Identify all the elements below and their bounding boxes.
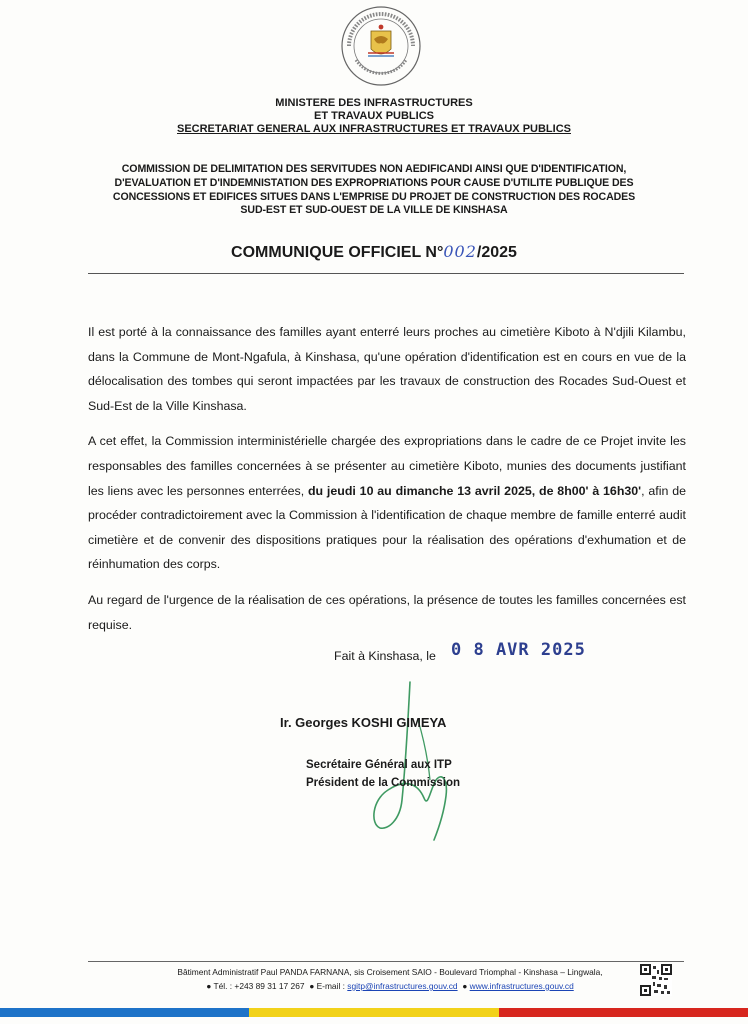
footer <box>130 965 650 993</box>
ministry-line-1: MINISTERE DES INFRASTRUCTURES <box>275 97 473 109</box>
footer-address: Bâtiment Administratif Paul PANDA FARNANA, sis Croisement SAIO - Boulevard Triomphal - Kinshasa – Lingwala, <box>177 967 603 977</box>
footer-website-link[interactable]: www.infrastructures.gouv.cd <box>469 981 574 991</box>
commission-heading <box>60 163 688 218</box>
signatory-role-1: Secrétaire Général aux ITP <box>306 759 452 771</box>
signatory-name: Ir. Georges KOSHI GIMEYA <box>280 715 447 730</box>
paragraph-2-end: , afin de procéder contradictoirement avec la Commission à l'identification de chaque membre de famille enterré audit cimetière et de convenir des dispositions pratiques pour la réalisation des opérations d'exhumation et de réinhumation des corps. <box>88 483 686 572</box>
footer-phone: ● Tél. : +243 89 31 17 267 <box>206 981 305 991</box>
flag-color-bar <box>0 1008 748 1017</box>
signatory-role-2: Président de la Commission <box>306 777 461 789</box>
communique-body <box>88 320 686 648</box>
title-divider <box>88 273 684 274</box>
secretariat-line: SECRETARIAT GENERAL AUX INFRASTRUCTURES ET TRAVAUX PUBLICS <box>177 123 571 135</box>
qr-code-icon <box>640 964 672 996</box>
paragraph-1: Il est porté à la connaissance des familles ayant enterré leurs proches au cimetière Kiboto à N'djili Kilambu, dans la Commune de Mont-Ngafula, à Kinshasa, qu'une opération d'identification est en cours en vue de la délocalisation des tombes qui seront impactées par les travaux de construction des Rocades Sud-Ouest et Sud-Est de la Ville Kinshasa. <box>88 325 686 413</box>
government-seal <box>340 5 422 87</box>
commission-line-3: CONCESSIONS ET EDIFICES SITUES DANS L'EMPRISE DU PROJET DE CONSTRUCTION DES ROCADES <box>112 190 636 203</box>
title-prefix: COMMUNIQUE OFFICIEL N° <box>231 244 444 261</box>
signatory-roles <box>306 756 460 792</box>
commission-line-4: SUD-EST ET SUD-OUEST DE LA VILLE DE KINSHASA <box>240 204 508 217</box>
footer-contacts <box>130 979 650 993</box>
footer-web-bullet: ● <box>462 981 468 991</box>
flag-red-segment <box>499 1008 748 1017</box>
communique-title <box>0 242 748 262</box>
paragraph-3: Au regard de l'urgence de la réalisation de ces opérations, la présence de toutes les familles concernées est requise. <box>88 592 686 632</box>
commission-line-2: D'EVALUATION ET D'INDEMNISTATION DES EXPROPRIATIONS POUR CAUSE D'UTILITE PUBLIQUE DES <box>114 176 634 189</box>
footer-email-label: ● E-mail : <box>309 981 345 991</box>
paragraph-2-dates: du jeudi 10 au dimanche 13 avril 2025, de 8h00' à 16h30' <box>307 483 642 498</box>
paragraph-2-start: A cet effet, la Commission interministérielle chargée des expropriations dans le cadre de ce Projet invite les responsables des familles concernées à se présenter au cimetière Kiboto, munies des documents justifiant les liens avec les personnes enterrées, <box>88 434 686 498</box>
ministry-header <box>0 97 748 136</box>
paragraph-2 <box>88 429 686 577</box>
title-suffix: /2025 <box>476 244 517 261</box>
communique-number: 002 <box>443 242 477 261</box>
place-line: Fait à Kinshasa, le <box>334 649 436 663</box>
footer-email-link[interactable]: sgitp@infrastructures.gouv.cd <box>347 981 458 991</box>
date-stamp: 0 8 AVR 2025 <box>451 640 586 660</box>
flag-blue-segment <box>0 1008 249 1017</box>
commission-line-1: COMMISSION DE DELIMITATION DES SERVITUDES NON AEDIFICANDI AINSI QUE D'IDENTIFICATION, <box>121 163 627 175</box>
footer-divider <box>88 961 684 962</box>
flag-yellow-segment <box>249 1008 498 1017</box>
ministry-line-2: ET TRAVAUX PUBLICS <box>314 110 434 122</box>
